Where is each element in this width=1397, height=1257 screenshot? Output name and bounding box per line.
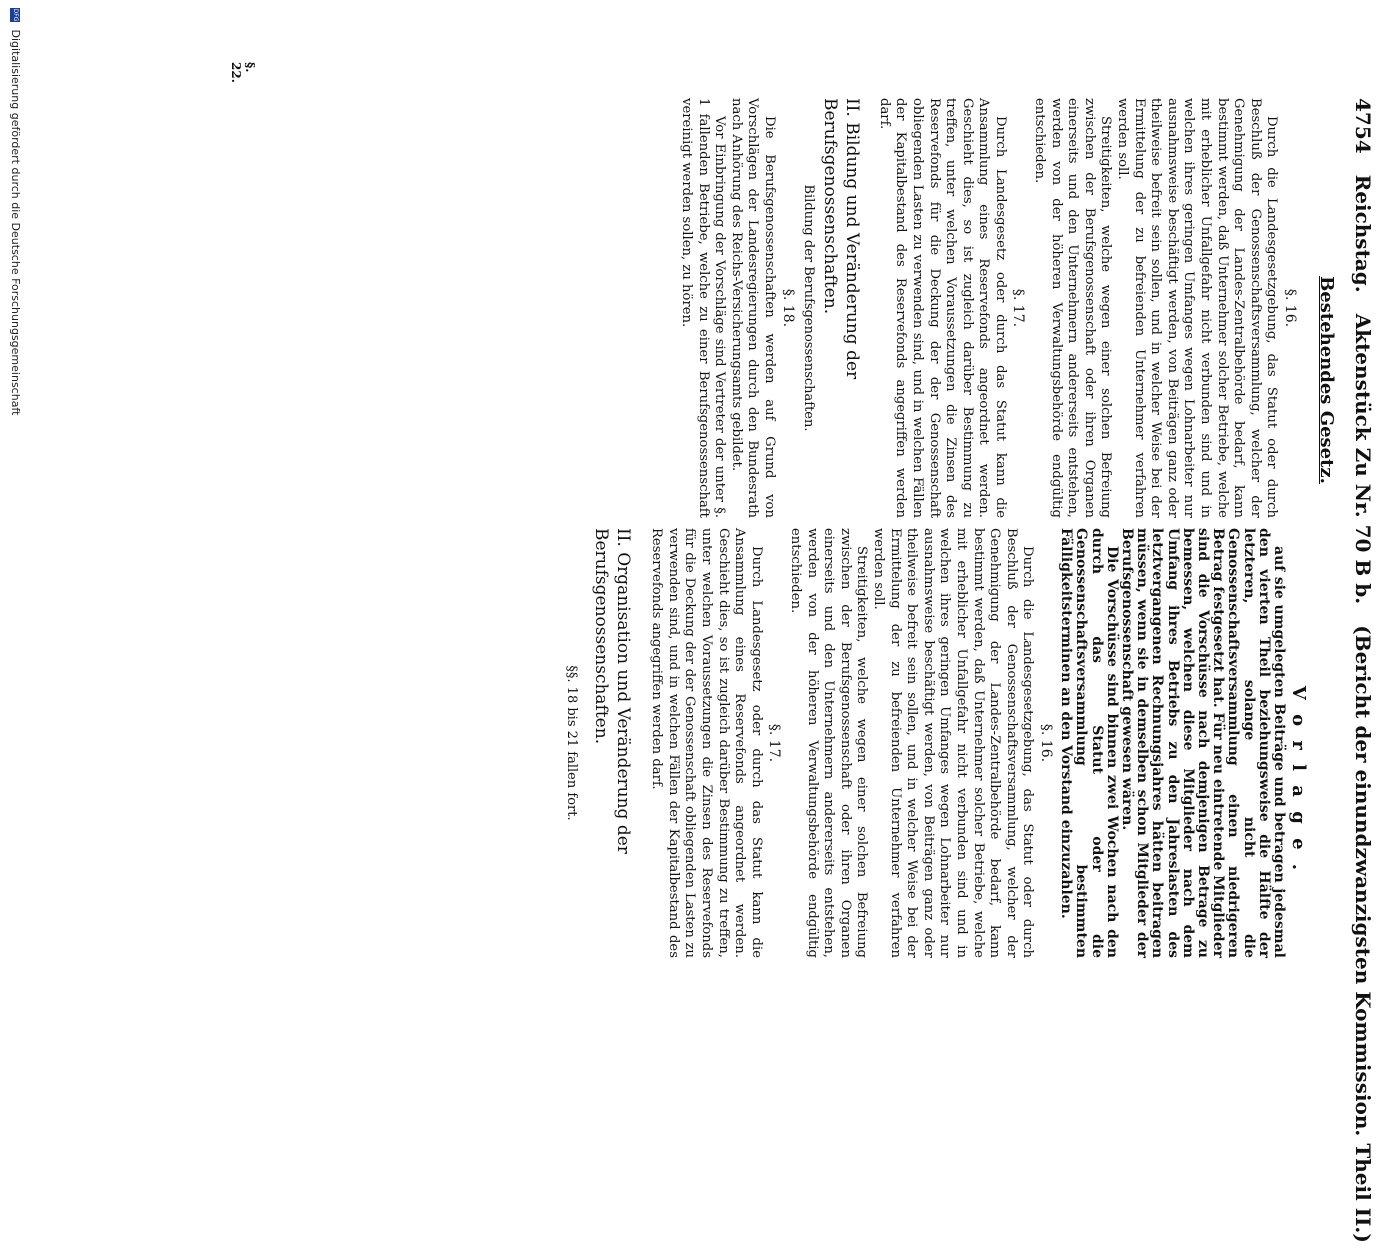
left-s16-label: §. 16. [1282, 288, 1298, 328]
dfg-logo: DFG [12, 8, 19, 22]
left-s17-label: §. 17. [1010, 288, 1027, 328]
left-section-title: II. Bildung und Veränderung der Berufsgenossenschaften. [820, 98, 863, 380]
right-section-title: II. Organisation und Veränderung der Berufsgenossenschaften. [590, 528, 633, 854]
right-column [559, 528, 1302, 958]
right-removed-note: §§. 18 bis 21 fallen fort. [563, 665, 579, 821]
margin-note: §. 22. [229, 62, 257, 83]
right-bold-intro [1058, 528, 1286, 958]
document-reference: Aktenstück Zu Nr. 70 B b. [1351, 313, 1375, 605]
left-column-heading: Bestehendes Gesetz. [1316, 276, 1337, 484]
left-s17-paragraph-1: Durch Landesgesetz oder durch das Statut kann die Ansammlung eines Reservefonds angeordnet werden. Geschieht dies, so ist zugleich darüber Bestimmung zu treffen, unter welchen Voraussetzungen die Zinsen des Reservefonds für die Deckung der der Genossenschaft obliegenden Lasten zu verwenden sind, und in welchen Fällen der Kapitalbestand des Reservefonds angegriffen werden darf. [876, 98, 1008, 518]
left-s16-paragraph-2: Streitigkeiten, welche wegen einer solchen Befreiung zwischen der Berufsgenossenschaft oder ihren Organen einerseits und den Unternehmern andererseits entstehen, werden von der höheren Verwaltungsbehörde endgültig entschieden. [1032, 98, 1114, 518]
right-column-heading: V o r l a g e . [1288, 685, 1309, 875]
left-column [677, 98, 1302, 518]
left-s18-paragraph-1: Die Berufsgenossenschaften werden auf Grund von Vorschlägen der Landesregierungen durch den Bundesrath nach Anhörung des Reichs-Versicherungsamts gebildet. [728, 98, 777, 518]
report-reference: (Bericht der einundzwanzigsten Kommission. Theil II.) [1351, 625, 1375, 1243]
credit-text: Digitalisierung gefördert durch die Deutsche Forschungsgemeinschaft [9, 29, 22, 416]
running-header [1345, 98, 1375, 1243]
right-s16-paragraph-1: Durch die Landesgesetzgebung, das Statut oder durch Beschluß der Genossenschaftsversammlung, welcher der Genehmigung der Landes-Zentralbehörde bedarf, kann bestimmt werden, daß Unternehmer solcher Betriebe, welche mit erheblicher Unfallgefahr nicht verbunden sind und in welchen ihres geringen Umfanges wegen Lohnarbeiter nur ausnahmsweise beschäftigt werden, von Beiträgen ganz oder theilweise befreit sein sollen, und in welcher Weise bei der Ermittelung der zu befreienden Unternehmer verfahren werden soll. [871, 528, 1036, 958]
right-s16-label: §. 16. [1037, 723, 1054, 763]
right-bold-paragraph-1: auf sie umgelegten Beiträge und betragen jedesmal den vierten Theil beziehungsweise die Hälfte der letzteren, solange nicht die Genossenschaftsversammlung einen niedrigeren Betrag festgesetzt hat. Für neu eintretende Mitglieder sind die Vorschüsse nach demjenigen Betrage zu bemessen, welchen diese Mitglieder nach dem Umfang ihres Betriebs zu den Jahreslasten des letztvergangenen Rechnungsjahres hätten beitragen müssen, wenn sie in demselben schon Mitglieder der Berufsgenossenschaft gewesen wären. [1118, 528, 1287, 958]
right-s17-paragraph-1: Durch Landesgesetz oder durch das Statut kann die Ansammlung eines Reservefonds angeordnet werden. Geschieht dies, so ist zugleich darüber Bestimmung zu treffen, unter welchen Voraussetzungen die Zinsen des Reservefonds für die Deckung der der Genossenschaft obliegenden Lasten zu verwenden sind, und in welchen Fällen der Kapitalbestand des Reservefonds angegriffen werden darf. [649, 528, 764, 958]
right-s16-paragraph-2: Streitigkeiten, welche wegen einer solchen Befreiung zwischen der Berufsgenossenschaft oder ihren Organen einerseits und den Unternehmern andererseits entstehen, werden von der höheren Verwaltungsbehörde endgültig entschieden. [788, 528, 870, 958]
left-subsection-title: Bildung der Berufsgenossenschaften. [801, 184, 817, 432]
right-bold-paragraph-2: Die Vorschüsse sind binnen zwei Wochen nach den durch das Statut oder die Genossenschaftsversammlung bestimmten Fälligkeitsterminen an den Vorstand einzuzahlen. [1058, 528, 1120, 958]
digitization-credit [4, 8, 22, 988]
left-s16-paragraph-1: Durch die Landesgesetzgebung, das Statut oder durch Beschluß der Genossenschaftsversammlung, welcher der Genehmigung der Landes-Zentralbehörde bedarf, kann bestimmt werden, daß Unternehmer solcher Betriebe, welche mit erheblicher Unfallgefahr nicht verbunden sind und in welchen ihres geringen Umfanges wegen Lohnarbeiter nur ausnahmsweise beschäftigt werden, von Beiträgen ganz oder theilweise befreit sein sollen, und in welcher Weise bei der Ermittelung der zu befreienden Unternehmer verfahren werden soll. [1115, 98, 1280, 518]
left-s18-paragraph-2: Vor Einbringung der Vorschläge sind Vertreter der unter §. 1 fallenden Betriebe, welche zu einer Berufsgenossenschaft vereinigt werden sollen, zu hören. [679, 98, 728, 518]
left-s18-label: §. 18. [779, 288, 796, 328]
right-s17-label: §. 17. [766, 723, 783, 763]
publication-name: Reichstag. [1351, 174, 1375, 293]
page-number: 4754 [1351, 98, 1375, 154]
